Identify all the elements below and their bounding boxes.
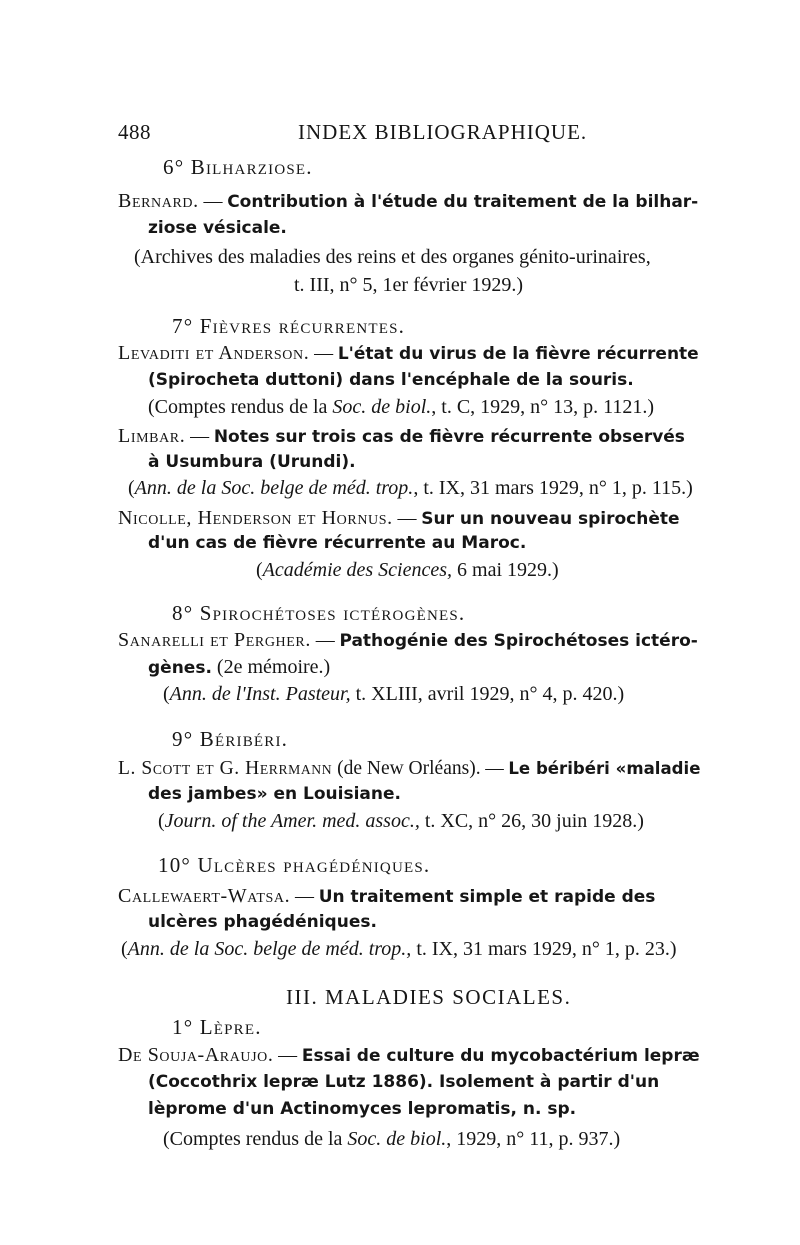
entry-bernard-line1 — [118, 188, 698, 215]
source-journal: Journ. of the Amer. med. assoc., — [164, 810, 420, 832]
entry-title: Le béribéri «maladie — [508, 759, 701, 779]
entry-title-cont: lèprome d'un Actinomyces lepromatis, n. sp. — [148, 1099, 577, 1119]
entry-title: L'état du virus de la fièvre récurrente — [337, 344, 699, 364]
entry-title: Pathogénie des Spirochétoses ictéro- — [339, 631, 698, 651]
author: Bernard. — [118, 190, 199, 212]
entry-note: (2e mémoire.) — [211, 656, 331, 678]
author: Sanarelli et Pergher. — [118, 629, 311, 651]
source-journal: Soc. de biol. — [347, 1128, 447, 1150]
entry-title: Essai de culture du mycobactérium lepræ — [301, 1046, 700, 1066]
author: Limbar. — [118, 425, 186, 447]
entry-souja-source — [163, 1126, 620, 1152]
entry-callewaert-line2 — [148, 909, 377, 935]
entry-souja-line1 — [118, 1042, 700, 1069]
source-journal: Ann. de la Soc. belge de méd. trop. — [134, 477, 414, 499]
author: Nicolle, Henderson et Hornus. — [118, 507, 393, 529]
section-heading-ulceres: 10° Ulcères phagédéniques. — [158, 853, 431, 877]
entry-nicolle-source — [256, 557, 559, 583]
section-heading-fievres-recurrentes: 7° Fièvres récurrentes. — [172, 314, 406, 338]
entry-limbar-source — [128, 475, 693, 501]
section-heading-beriberi: 9° Béribéri. — [172, 727, 289, 751]
source-text: ( — [128, 477, 135, 499]
entry-title-cont: ziose vésicale. — [148, 218, 287, 238]
entry-sanarelli-line2 — [148, 654, 330, 681]
entry-title-cont: ulcères phagédéniques. — [148, 912, 377, 932]
entry-scott-line2 — [148, 781, 401, 807]
dash: — — [315, 630, 335, 651]
dash: — — [485, 758, 504, 779]
entry-limbar-line2 — [148, 449, 356, 475]
source-text: , t. C, 1929, n° 13, p. 1121.) — [431, 396, 655, 418]
entry-title-cont: d'un cas de fièvre récurrente au Maroc. — [148, 533, 527, 553]
entry-sanarelli-source — [163, 681, 624, 707]
entry-title: Sur un nouveau spirochète — [421, 509, 680, 529]
section-heading-spirochetoses: 8° Spirochétoses ictérogènes. — [172, 601, 466, 625]
source-text: t. XLIII, avril 1929, n° 4, p. 420.) — [350, 683, 625, 705]
entry-title-cont: des jambes» en Louisiane. — [148, 784, 401, 804]
source-journal: Soc. de biol. — [332, 396, 432, 418]
entry-nicolle-line1 — [118, 505, 680, 532]
source-journal: Académie des Sciences, — [262, 559, 453, 581]
part-heading-maladies-sociales: III. MALADIES SOCIALES. — [286, 985, 572, 1009]
source-text: (Comptes rendus de la — [148, 396, 333, 418]
source-text: t. XC, n° 26, 30 juin 1928.) — [419, 810, 644, 832]
page-number: 488 — [118, 120, 151, 144]
entry-title-cont: (Coccothrix lepræ Lutz 1886). Isolement à partir d'un — [148, 1072, 660, 1092]
entry-bernard-source2: t. III, n° 5, 1er février 1929.) — [294, 274, 524, 296]
dash: — — [190, 426, 210, 447]
entry-nicolle-line2 — [148, 530, 526, 556]
entry-title: Un traitement simple et rapide des — [318, 887, 656, 907]
source-text: 6 mai 1929.) — [452, 559, 559, 581]
entry-callewaert-line1 — [118, 883, 655, 910]
entry-bernard-source1: (Archives des maladies des reins et des organes génito-urinaires, — [134, 246, 651, 268]
dash: — — [278, 1045, 298, 1066]
author: L. Scott et G. Herrmann — [118, 757, 333, 779]
running-head — [118, 120, 678, 150]
source-text: t. IX, 31 mars 1929, n° 1, p. 23.) — [411, 938, 677, 960]
source-text: (Comptes rendus de la — [163, 1128, 348, 1150]
entry-title-cont: (Spirocheta duttoni) dans l'encéphale de la souris. — [148, 370, 634, 390]
entry-levaditi-line2 — [148, 367, 634, 393]
dash: — — [397, 508, 417, 529]
entry-title-cont: à Usumbura (Urundi). — [148, 452, 356, 472]
source-text: ( — [163, 683, 170, 705]
dash: — — [294, 886, 314, 907]
running-title: INDEX BIBLIOGRAPHIQUE. — [298, 120, 588, 144]
source-text: , t. IX, 31 mars 1929, n° 1, p. 115.) — [413, 477, 693, 499]
entry-limbar-line1 — [118, 423, 685, 450]
entry-bernard-line2 — [148, 215, 287, 241]
section-heading-lepre: 1° Lèpre. — [172, 1015, 262, 1039]
entry-title: Notes sur trois cas de fièvre récurrente observés — [213, 427, 685, 447]
author-affiliation: (de New Orléans). — [332, 757, 481, 779]
source-text: ( — [256, 559, 263, 581]
section-heading-bilharziose: 6° Bilharziose. — [163, 155, 313, 179]
entry-sanarelli-line1 — [118, 627, 698, 654]
entry-scott-line1 — [118, 755, 700, 782]
entry-levaditi-line1 — [118, 340, 699, 367]
author: Levaditi et Anderson. — [118, 342, 310, 364]
source-text: ( — [158, 810, 165, 832]
entry-levaditi-source — [148, 394, 654, 420]
source-text: , 1929, n° 11, p. 937.) — [446, 1128, 621, 1150]
entry-scott-source — [158, 808, 644, 834]
entry-souja-line3 — [148, 1096, 576, 1122]
source-text: ( — [121, 938, 128, 960]
entry-souja-line2 — [148, 1069, 659, 1095]
author: De Souja-Araujo. — [118, 1044, 274, 1066]
source-journal: Ann. de l'Inst. Pasteur, — [169, 683, 351, 705]
dash: — — [314, 343, 334, 364]
entry-title-cont: gènes. — [148, 658, 212, 678]
dash: — — [203, 191, 223, 212]
author: Callewaert-Watsa. — [118, 885, 291, 907]
entry-title: Contribution à l'étude du traitement de la bilhar- — [227, 192, 699, 212]
entry-callewaert-source — [121, 936, 677, 962]
source-journal: Ann. de la Soc. belge de méd. trop., — [127, 938, 412, 960]
